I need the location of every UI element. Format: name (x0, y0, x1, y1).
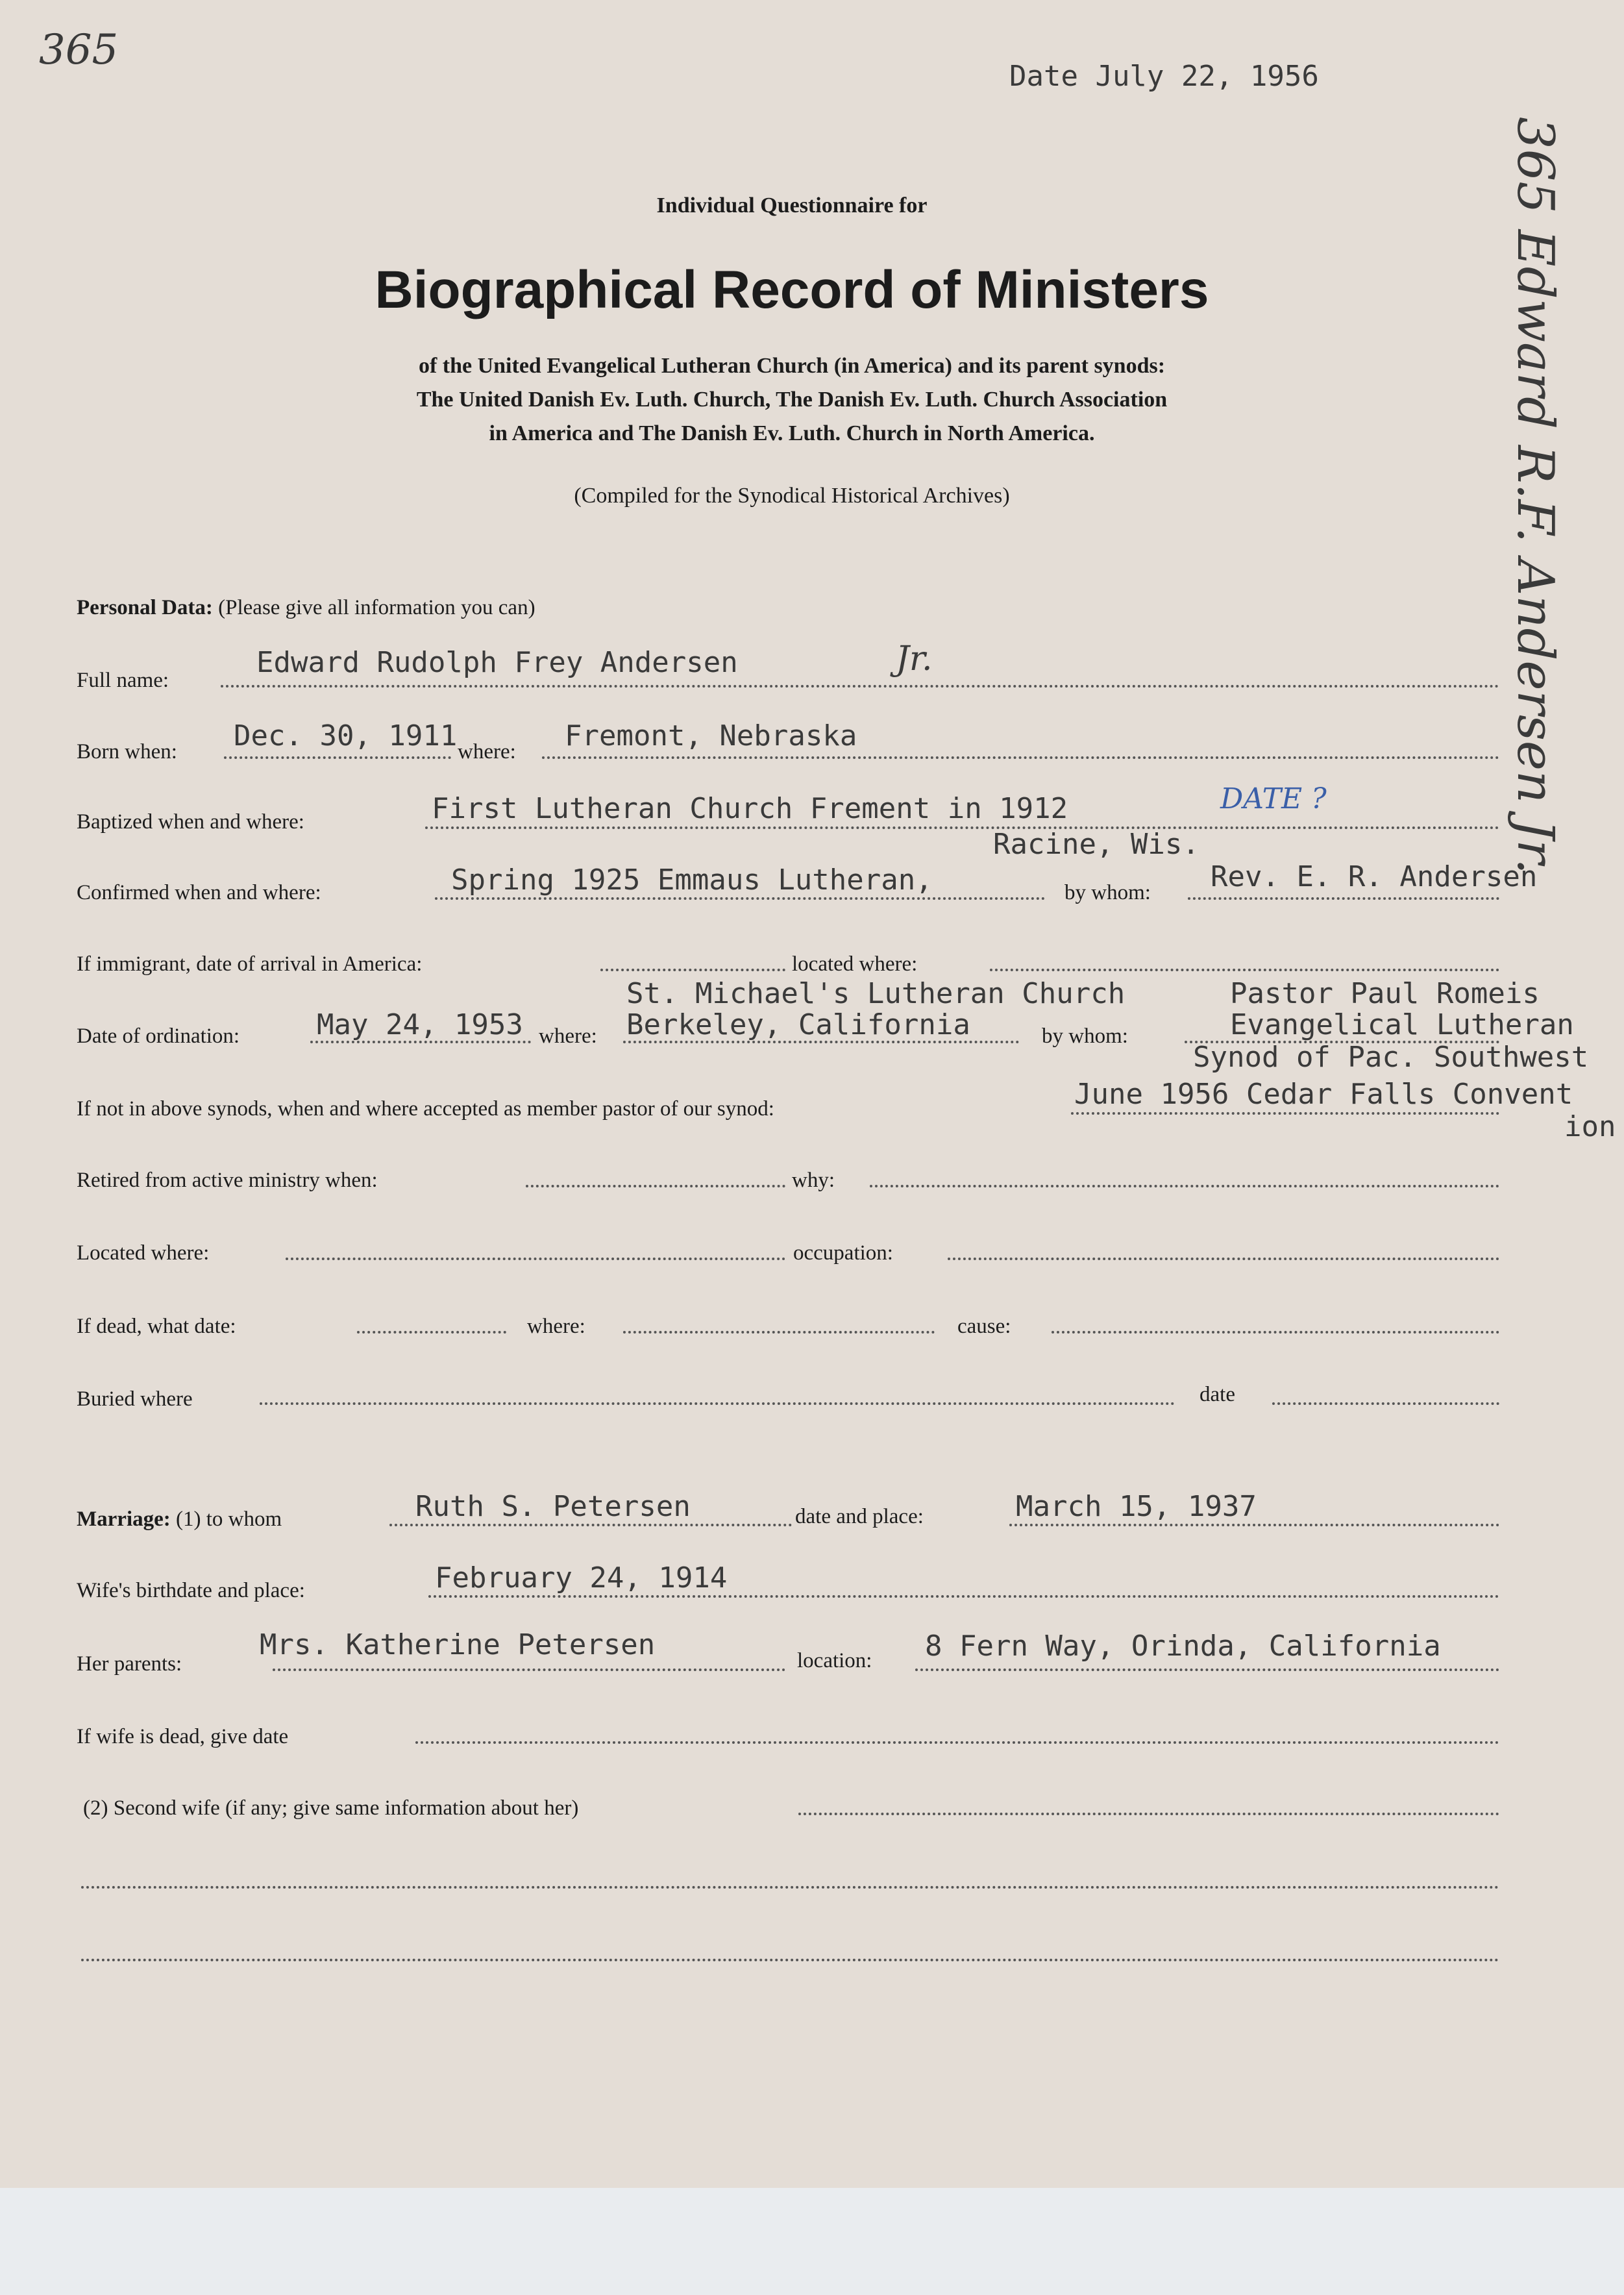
full-name-suffix: Jr. (896, 639, 933, 678)
her-parents-location-label: location: (797, 1649, 872, 1672)
ordination-by-value-1: Pastor Paul Romeis (1230, 977, 1540, 1010)
dead-date-label: If dead, what date: (77, 1315, 236, 1338)
marriage-heading (77, 1507, 282, 1532)
baptized-note: DATE ? (1220, 782, 1327, 815)
born-where-value: Fremont, Nebraska (565, 719, 857, 752)
ordination-by-value-2: Evangelical Lutheran (1230, 1008, 1574, 1041)
baptized-label: Baptized when and where: (77, 810, 304, 834)
margin-side-note: 365 Edward R.F. Andersen Jr. (1506, 117, 1564, 875)
scan-background (0, 2188, 1624, 2295)
wife-birth-line (428, 1595, 1499, 1598)
dead-where-line (623, 1331, 935, 1334)
second-wife-line-2 (81, 1886, 1499, 1889)
form-intro: Individual Questionnaire for (656, 193, 928, 217)
marriage-heading-text: Marriage: (77, 1507, 171, 1531)
full-name-value: Edward Rudolph Frey Andersen (256, 646, 738, 679)
retired-why-label: why: (792, 1169, 835, 1192)
marriage-date-place-value: March 15, 1937 (1016, 1490, 1257, 1523)
immigrant-label: If immigrant, date of arrival in America: (77, 952, 423, 976)
marriage-to-whom-value: Ruth S. Petersen (415, 1490, 691, 1523)
ordination-by-label: by whom: (1042, 1024, 1128, 1048)
retired-when-line (526, 1185, 785, 1187)
dead-where-label: where: (527, 1315, 585, 1338)
born-where-label: where: (458, 740, 516, 763)
second-wife-label: (2) Second wife (if any; give same information about her) (83, 1796, 579, 1820)
retired-why-line (870, 1185, 1499, 1187)
confirmed-label: Confirmed when and where: (77, 881, 321, 904)
confirmed-by-line (1188, 897, 1499, 900)
accepted-value: June 1956 Cedar Falls Convent (1074, 1078, 1573, 1111)
second-wife-line-1 (798, 1813, 1499, 1815)
born-when-line (224, 756, 451, 759)
baptized-value: First Lutheran Church Frement in 1912 (432, 792, 1068, 825)
full-name-line (221, 685, 1499, 688)
full-name-label: Full name: (77, 669, 169, 692)
buried-label: Buried where (77, 1387, 193, 1411)
buried-where-line (260, 1402, 1175, 1405)
located-label: Located where: (77, 1241, 210, 1265)
dead-date-line (357, 1331, 506, 1334)
wife-dead-line (415, 1741, 1499, 1744)
accepted-line (1071, 1112, 1499, 1115)
her-parents-value: Mrs. Katherine Petersen (260, 1628, 656, 1661)
form-subtitle-1: of the United Evangelical Lutheran Church (in America) and its parent synods: (418, 354, 1166, 378)
wife-dead-label: If wife is dead, give date (77, 1725, 289, 1748)
marriage-date-place-label: date and place: (795, 1505, 924, 1528)
her-parents-location-value: 8 Fern Way, Orinda, California (925, 1630, 1441, 1663)
her-parents-line (273, 1669, 785, 1671)
dead-cause-line (1052, 1331, 1499, 1334)
born-when-value: Dec. 30, 1911 (234, 719, 458, 752)
marriage-to-whom-line (389, 1524, 792, 1526)
dead-cause-label: cause: (957, 1315, 1011, 1338)
personal-data-heading-text: Personal Data: (77, 596, 213, 619)
wife-birth-value: February 24, 1914 (435, 1561, 728, 1594)
confirmed-by-label: by whom: (1064, 881, 1151, 904)
ordination-where-label: where: (539, 1024, 597, 1048)
ordination-by-value-3: Synod of Pac. Southwest (1193, 1041, 1589, 1074)
form-subtitle-2: The United Danish Ev. Luth. Church, The Danish Ev. Luth. Church Association (416, 388, 1168, 412)
her-parents-label: Her parents: (77, 1652, 182, 1676)
born-where-line (542, 756, 1499, 759)
form-date: Date July 22, 1956 (1009, 60, 1319, 93)
baptized-line (425, 826, 1499, 829)
retired-label: Retired from active ministry when: (77, 1169, 378, 1192)
immigrant-located-label: located where: (792, 952, 918, 976)
marriage-date-place-line (1009, 1524, 1499, 1526)
buried-date-label: date (1200, 1383, 1235, 1406)
form-title: Biographical Record of Ministers (375, 260, 1209, 319)
confirmed-place-value: Racine, Wis. (993, 828, 1200, 861)
margin-number: 365 (39, 26, 119, 74)
confirmed-line (435, 897, 1045, 900)
accepted-label: If not in above synods, when and where accepted as member pastor of our synod: (77, 1097, 774, 1121)
accepted-value-cont: ion (1564, 1110, 1616, 1143)
located-line (286, 1258, 785, 1260)
confirmed-value: Spring 1925 Emmaus Lutheran, (451, 863, 933, 897)
ordination-where-value: Berkeley, California (626, 1008, 970, 1041)
occupation-label: occupation: (793, 1241, 893, 1265)
confirmed-by-value: Rev. E. R. Andersen (1211, 860, 1538, 893)
ordination-label: Date of ordination: (77, 1024, 240, 1048)
ordination-date-value: May 24, 1953 (317, 1008, 523, 1041)
her-parents-location-line (915, 1669, 1499, 1671)
form-compiled-note: (Compiled for the Synodical Historical Archives) (574, 484, 1010, 508)
wife-birth-label: Wife's birthdate and place: (77, 1579, 305, 1602)
occupation-line (948, 1258, 1499, 1260)
marriage-to-whom-label: (1) to whom (176, 1507, 282, 1531)
buried-date-line (1272, 1402, 1499, 1405)
personal-data-heading (77, 596, 535, 620)
ordination-church-value: St. Michael's Lutheran Church (626, 977, 1126, 1010)
second-wife-line-3 (81, 1959, 1499, 1961)
personal-data-heading-note: (Please give all information you can) (218, 596, 535, 619)
born-when-label: Born when: (77, 740, 177, 763)
form-subtitle-3: in America and The Danish Ev. Luth. Church in North America. (489, 421, 1095, 445)
immigrant-located-line (990, 969, 1499, 971)
immigrant-date-line (600, 969, 785, 971)
